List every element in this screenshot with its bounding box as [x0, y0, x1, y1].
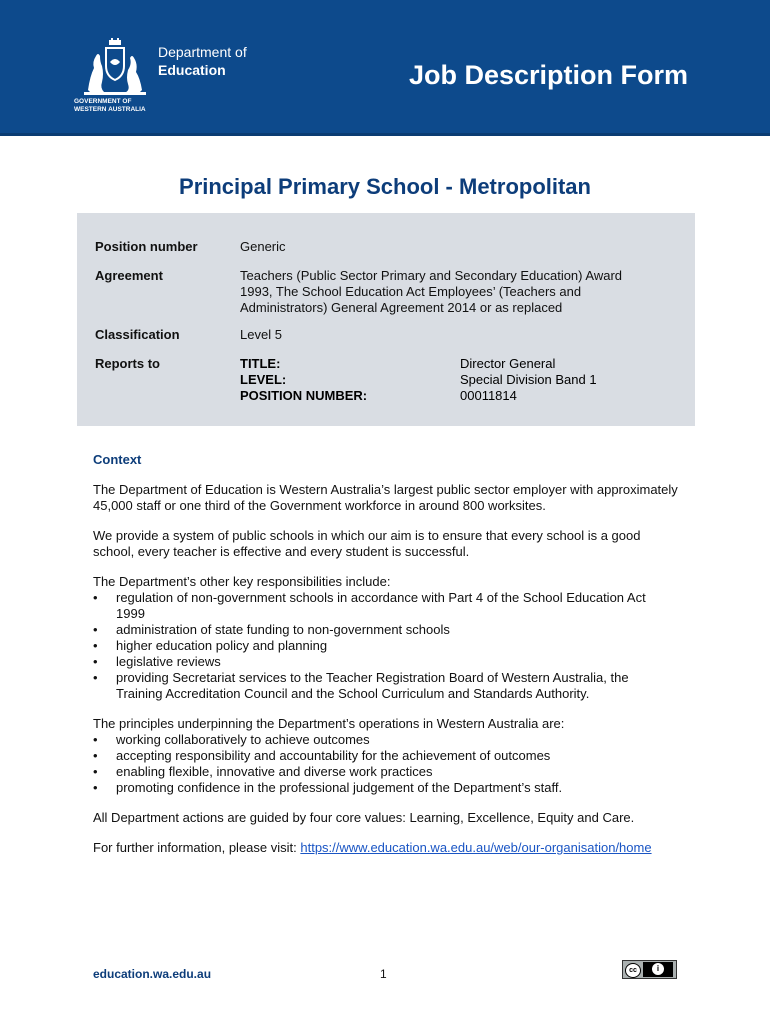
attribution-icon: i [652, 963, 664, 975]
list-item [93, 622, 678, 638]
position-number-value: Generic [240, 239, 286, 254]
list-item [93, 590, 678, 622]
list-item [93, 764, 678, 780]
responsibilities-list [93, 590, 678, 702]
further-info-paragraph [93, 840, 678, 856]
organisation-link[interactable]: https://www.education.wa.edu.au/web/our-organisation/home [300, 840, 652, 855]
list-item-text: accepting responsibility and accountability for the achievement of outcomes [116, 748, 551, 763]
bullet-icon: • [93, 654, 98, 669]
list-item [93, 670, 678, 702]
reports-to-label: Reports to [95, 356, 160, 371]
reports-position-number-key: POSITION NUMBER: [240, 388, 368, 403]
agreement-line: 1993, The School Education Act Employees’ (Teachers and [240, 284, 582, 299]
bullet-icon: • [93, 670, 98, 685]
list-item-text: regulation of non-government schools in accordance with Part 4 of the School Education Act 1999 [116, 590, 646, 621]
reports-title-key: TITLE: [240, 356, 281, 371]
attribution-panel [643, 962, 673, 977]
principles-intro: The principles underpinning the Department’s operations in Western Australia are: [93, 716, 565, 731]
creative-commons-badge [622, 960, 677, 979]
cc-icon: cc [625, 963, 641, 978]
logo-gov-line2: WESTERN AUSTRALIA [74, 106, 146, 113]
reports-position-number-value: 00011814 [460, 388, 517, 403]
footer-website[interactable]: education.wa.edu.au [93, 967, 212, 981]
job-title: Principal Primary School - Metropolitan [179, 174, 591, 199]
position-number-label: Position number [95, 239, 198, 254]
bullet-icon: • [93, 638, 98, 653]
list-item [93, 780, 678, 796]
list-item [93, 732, 678, 748]
classification-value: Level 5 [240, 327, 282, 342]
bullet-icon: • [93, 748, 98, 763]
classification-label: Classification [95, 327, 180, 342]
logo-gov-line1: GOVERNMENT OF [74, 98, 132, 105]
list-item-text: higher education policy and planning [116, 638, 328, 653]
principles-list [93, 732, 678, 796]
list-item-text: providing Secretariat services to the Teacher Registration Board of Western Australia, the Training Accreditation Council and the School Curriculum and Standards Authority. [116, 670, 629, 701]
bullet-icon: • [93, 764, 98, 779]
list-item [93, 748, 678, 764]
list-item-text: administration of state funding to non-government schools [116, 622, 450, 637]
list-item [93, 654, 678, 670]
page-number: 1 [380, 967, 387, 981]
list-item-text: promoting confidence in the professional judgement of the Department’s staff. [116, 780, 563, 795]
list-item-text: working collaboratively to achieve outcomes [116, 732, 370, 747]
bullet-icon: • [93, 732, 98, 747]
bullet-icon: • [93, 590, 98, 605]
list-item [93, 638, 678, 654]
logo-government-text [74, 98, 146, 114]
reports-level-value: Special Division Band 1 [460, 372, 597, 387]
agreement-line: Administrators) General Agreement 2014 or as replaced [240, 300, 563, 315]
bullet-icon: • [93, 622, 98, 637]
logo-education-text: Education [158, 62, 226, 78]
position-info-box [77, 213, 695, 426]
form-title: Job Description Form [408, 60, 688, 90]
context-paragraph: We provide a system of public schools in which our aim is to ensure that every school is a good school, every teacher is effective and every student is successful. [93, 528, 641, 559]
agreement-line: Teachers (Public Sector Primary and Secondary Education) Award [240, 268, 623, 283]
core-values-paragraph: All Department actions are guided by four core values: Learning, Excellence, Equity and Care. [93, 810, 635, 825]
further-info-text: For further information, please visit: [93, 840, 301, 855]
agreement-value [240, 268, 680, 316]
responsibilities-intro: The Department’s other key responsibilities include: [93, 574, 391, 589]
logo-department-text: Department of [158, 44, 247, 60]
context-heading: Context [93, 452, 142, 467]
header-divider [0, 133, 770, 136]
agreement-label: Agreement [95, 268, 163, 283]
context-paragraph: The Department of Education is Western Australia’s largest public sector employer with approximately 45,000 staff or one third of the Government workforce in around 800 worksites. [93, 482, 678, 513]
list-item-text: legislative reviews [116, 654, 221, 669]
department-logo [74, 36, 264, 116]
bullet-icon: • [93, 780, 98, 795]
reports-title-value: Director General [460, 356, 556, 371]
reports-level-key: LEVEL: [240, 372, 287, 387]
page-header [0, 0, 770, 136]
list-item-text: enabling flexible, innovative and diverse work practices [116, 764, 433, 779]
context-section [93, 452, 678, 870]
coat-of-arms-icon [78, 38, 152, 98]
